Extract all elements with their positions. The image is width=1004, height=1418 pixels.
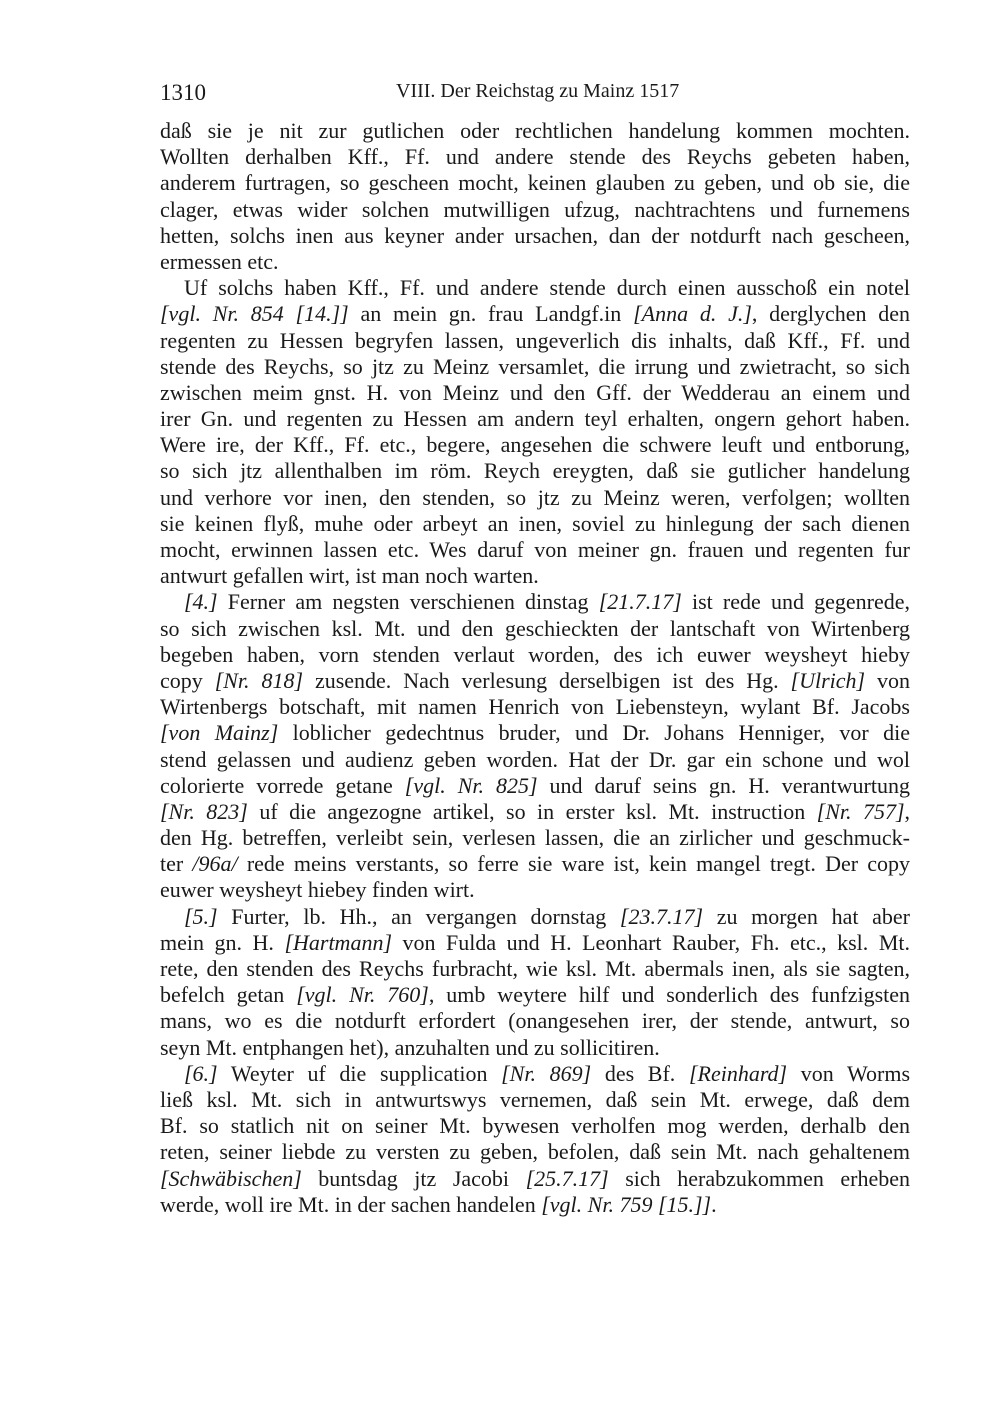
text-line [160, 458, 910, 484]
running-title: VIII. Der Reichstag zu Mainz 1517 [396, 80, 680, 102]
text-segment: buntsdag jtz Jacobi [301, 1165, 526, 1191]
editorial-note: [vgl. Nr. 759 [15.]] [541, 1191, 712, 1217]
text-line [160, 275, 910, 301]
text-segment: so sich jtz allenthalben im röm. Reych ereygten, daß sie gutlicher handelung [160, 458, 910, 484]
editorial-note: [Nr. 823] [160, 798, 248, 824]
editorial-note: [Reinhard] [688, 1060, 788, 1086]
editorial-note: [Hartmann] [284, 929, 393, 955]
text-line [160, 249, 910, 275]
text-line [160, 563, 910, 589]
editorial-note: [vgl. Nr. 760] [296, 982, 429, 1008]
text-line [160, 380, 910, 406]
text-segment: von Worms [787, 1060, 911, 1086]
text-segment: befelch getan [160, 982, 297, 1008]
text-line [160, 1113, 910, 1139]
editorial-note: /96a/ [192, 851, 238, 877]
editorial-note: [von Mainz] [160, 720, 279, 746]
text-line [160, 301, 910, 327]
text-segment: stende des Reychs, so jtz zu Meinz versamlet, die irrung und zwietracht, so sich [160, 353, 910, 379]
text-line [160, 537, 910, 563]
text-segment: Ferner am negsten verschienen dinstag [217, 589, 599, 615]
editorial-note: [5.] [184, 903, 218, 929]
text-segment: rete, den stenden des Reychs furbracht, wie ksl. Mt. abermals inen, als sie sagten, [160, 956, 910, 981]
text-segment: rede meins verstants, so ferre sie ware ist, kein mangel tregt. Der copy [237, 851, 911, 877]
text-segment: so sich zwischen ksl. Mt. und den geschieckten der lantschaft von Wirtenberg [160, 615, 910, 641]
text-line [160, 170, 910, 196]
body-text [160, 118, 910, 1218]
text-segment: loblicher gedechtnus bruder, und Dr. Johans Henniger, vor die [278, 720, 911, 746]
text-line [160, 642, 910, 668]
text-line [160, 144, 910, 170]
text-segment: anderem furtragen, so gescheen mocht, keinen glauben zu geben, und ob sie, die [160, 170, 910, 196]
text-segment: ließ ksl. Mt. sich in antwurtswys vernemen, daß sein Mt. erwege, daß dem [160, 1086, 910, 1112]
text-line [160, 720, 910, 746]
editorial-note: [6.] [184, 1060, 218, 1086]
text-segment: zwischen meim gnst. H. von Meinz und den Gff. der Wedderau an einem und [160, 379, 910, 405]
text-line [160, 354, 910, 380]
text-line [160, 799, 910, 825]
page-number: 1310 [160, 80, 206, 105]
editorial-note: [Anna d. J.] [633, 301, 752, 327]
text-segment: stend gelassen und audienz geben worden. Hat der Dr. gar ein schone und wol [160, 746, 910, 772]
text-line [160, 1139, 910, 1165]
text-segment: ter [160, 851, 193, 877]
text-line [160, 1035, 910, 1061]
text-line [160, 589, 910, 615]
text-segment: ermessen etc. [160, 248, 279, 274]
text-segment: clager, etwas wider solchen mutwilligen ufzug, nachtrachtens und furnemens [160, 196, 910, 222]
text-line [160, 485, 910, 511]
text-segment: zusende. Nach verlesung derselbigen ist des Hg. [303, 667, 791, 693]
text-line [160, 197, 910, 223]
text-segment: sich herabzukommen erheben [608, 1165, 910, 1191]
text-line [160, 747, 910, 773]
text-line [160, 930, 910, 956]
text-line [160, 616, 910, 642]
text-segment: antwurt gefallen wirt, ist man noch warten. [160, 563, 539, 589]
text-line [160, 877, 910, 903]
text-segment: Wirtenbergs botschaft, mit namen Henrich von Liebensteyn, wylant Bf. Jacobs [160, 694, 910, 720]
text-segment: Weyter uf die supplication [217, 1060, 502, 1086]
text-segment: copy [160, 667, 215, 693]
text-line [160, 1061, 910, 1087]
text-line [160, 1166, 910, 1192]
text-line [160, 982, 910, 1008]
text-line [160, 1008, 910, 1034]
text-segment: und verhore vor inen, den stenden, so jtz zu Meinz weren, verfolgen; wollten [160, 484, 910, 510]
text-line [160, 956, 910, 982]
editorial-note: [Nr. 757] [816, 798, 905, 824]
text-line [160, 432, 910, 458]
text-line [160, 825, 910, 851]
text-line [160, 406, 910, 432]
text-segment: zu morgen hat aber [703, 903, 910, 929]
text-segment: ist rede und gegenrede, [681, 589, 910, 615]
text-segment: den Hg. betreffen, verleibt sein, verlesen lassen, die an zirlicher und geschmuck- [160, 825, 910, 851]
text-segment: euwer weysheyt hiebey finden wirt. [160, 877, 475, 903]
text-line [160, 694, 910, 720]
editorial-note: [Nr. 869] [501, 1060, 592, 1086]
text-segment: werde, woll ire Mt. in der sachen handelen [160, 1191, 542, 1217]
text-segment: seyn Mt. entphangen het), anzuhalten und zu sollicitiren. [160, 1034, 660, 1060]
editorial-note: [21.7.17] [598, 589, 682, 615]
text-segment: , [904, 798, 911, 824]
text-line [160, 223, 910, 249]
text-segment: , umb weytere hilf und sonderlich des funfzigsten [428, 982, 911, 1008]
text-segment: Uf solchs haben Kff., Ff. und andere stende durch einen ausschoß ein notel [184, 275, 910, 301]
text-segment: des Bf. [591, 1060, 689, 1086]
editorial-note: [4.] [184, 589, 218, 615]
text-line [160, 773, 910, 799]
text-segment: reten, seiner liebde zu versten zu geben, befolen, daß sein Mt. nach gehaltenem [160, 1139, 910, 1165]
text-segment: sie keinen flyß, muhe oder arbeyt an inen, soviel zu hinlegung der sach dienen [160, 510, 910, 536]
text-segment: , derglychen den [751, 301, 911, 327]
text-segment: uf die angezogne artikel, so in erster ksl. Mt. instruction [247, 798, 817, 824]
text-segment: Wollten derhalben Kff., Ff. und andere stende des Reychs gebeten haben, [160, 144, 910, 170]
editorial-note: [Schwäbischen] [160, 1165, 302, 1191]
text-segment: hetten, solchs inen aus keyner ander ursachen, dan der notdurft nach gescheen, [160, 222, 910, 248]
text-segment: Furter, lb. Hh., an vergangen dornstag [217, 903, 620, 929]
running-header [160, 80, 910, 108]
editorial-note: [vgl. Nr. 825] [404, 772, 538, 798]
text-line [160, 904, 910, 930]
text-segment: an mein gn. frau Landgf.in [348, 301, 634, 327]
text-line [160, 851, 910, 877]
editorial-note: [vgl. Nr. 854 [14.]] [160, 301, 349, 327]
text-line [160, 511, 910, 537]
editorial-note: [Ulrich] [790, 667, 866, 693]
text-segment: Were ire, der Kff., Ff. etc., begere, angesehen die schwere leuft und entborung, [160, 432, 910, 458]
text-segment: und daruf seins gn. H. verantwurtung [537, 772, 910, 798]
text-segment: colorierte vorrede getane [160, 772, 405, 798]
text-segment: von Fulda und H. Leonhart Rauber, Fh. etc., ksl. Mt. [392, 929, 910, 955]
text-line [160, 668, 910, 694]
text-segment: Bf. so statlich nit on seiner Mt. bywesen verholfen mog werden, derhalb den [160, 1113, 910, 1139]
text-segment: . [711, 1191, 717, 1217]
text-segment: begeben haben, vorn stenden verlaut worden, des ich euwer weysheyt hieby [160, 641, 910, 667]
text-line [160, 1192, 910, 1218]
editorial-note: [Nr. 818] [214, 667, 304, 693]
editorial-note: [23.7.17] [619, 903, 704, 929]
text-segment: mans, wo es die notdurft erfordert (onangesehen irer, der stende, antwurt, so [160, 1008, 910, 1034]
text-line [160, 118, 910, 144]
text-segment: von [865, 667, 911, 693]
text-line [160, 328, 910, 354]
editorial-note: [25.7.17] [525, 1165, 609, 1191]
text-segment: daß sie je nit zur gutlichen oder rechtlichen handelung kommen mochten. [160, 118, 910, 143]
text-segment: mein gn. H. [160, 929, 285, 955]
text-line [160, 1087, 910, 1113]
text-segment: regenten zu Hessen begryfen lassen, ungeverlich dis inhalts, daß Kff., Ff. und [160, 327, 910, 353]
text-segment: mocht, erwinnen lassen etc. Wes daruf von meiner gn. frauen und regenten fur [160, 537, 910, 562]
text-segment: irer Gn. und regenten zu Hessen am andern teyl erhalten, ongern gehort haben. [160, 406, 910, 432]
